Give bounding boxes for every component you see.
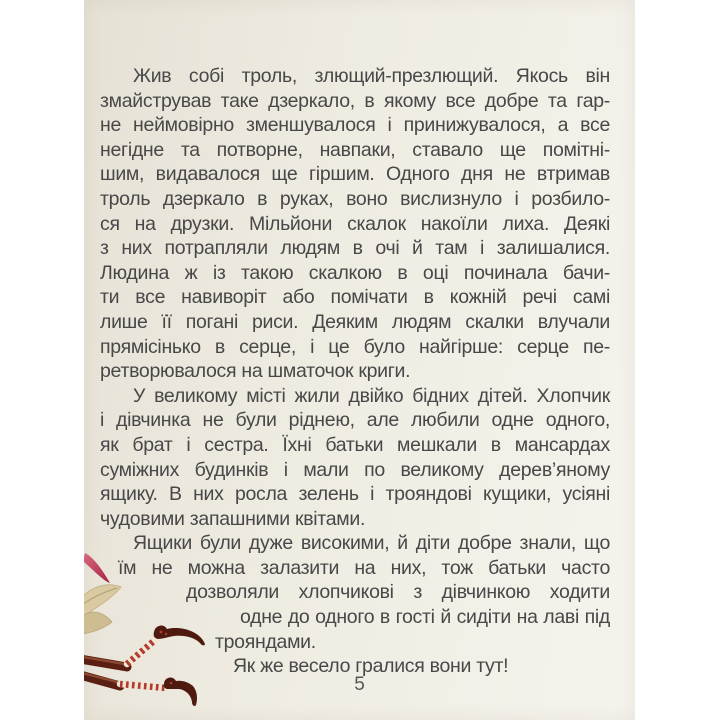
text-line: ся на друзки. Мільйони скалок накоїли лиха. Деякі <box>100 212 610 235</box>
text-line: ящику. В них росла зелень і трояндові кущики, усіяні <box>100 483 610 506</box>
text-line: змайстрував таке дзеркало, в якому все добре та гар- <box>100 89 610 112</box>
text-line: троль дзеркало в руках, воно вислизнуло і розбило- <box>100 187 610 210</box>
page-number: 5 <box>354 674 365 695</box>
text-line: не неймовірно зменшувалося і принижувалося, а все <box>100 114 610 137</box>
text-line: Як же весело гралися вони тут! <box>233 655 509 678</box>
text-line: ретворювалося на шматочок криги. <box>100 360 411 383</box>
text-line: У великому місті жили двійко бідних дітей. Хлопчик <box>133 384 610 407</box>
text-line: їм не можна залазити на них, тож батьки часто <box>118 556 610 579</box>
story-text <box>100 64 610 679</box>
book-page <box>84 0 635 720</box>
text-line: і дівчинка не були ріднею, але любили одне одного, <box>100 409 610 432</box>
text-line: прямісінько в серце, і це було найгірше: серце пе- <box>100 335 610 358</box>
text-line: трояндами. <box>215 630 316 653</box>
text-line: шим, видавалося ще гіршим. Одного дня не втримав <box>100 163 610 186</box>
text-line: Жив собі троль, злющий-презлющий. Якось він <box>133 65 610 87</box>
text-line: Ящики були дуже високими, й діти добре знали, що <box>133 532 610 555</box>
text-line: як брат і сестра. Їхні батьки мешкали в мансардах <box>100 433 610 456</box>
text-line: з них потрапляли людям в очі й там і залишалися. <box>100 237 610 260</box>
text-line: одне до одного в гості й сидіти на лаві під <box>240 606 610 629</box>
text-line: суміжних будинків і мали по великому дерев’яному <box>100 458 610 481</box>
text-line: чудовими запашними квітами. <box>100 507 366 530</box>
text-line: дозволяли хлопчикові з дівчинкою ходити <box>186 581 610 604</box>
text-line: негідне та потворне, навпаки, ставало ще помітні- <box>100 138 610 161</box>
text-line: лише її погані риси. Деяким людям скалки влучали <box>100 310 610 333</box>
text-line: ти все навиворіт або помічати в кожній речі самі <box>100 286 610 309</box>
text-line: Людина ж із такою скалкою в оці починала бачи- <box>100 261 610 284</box>
